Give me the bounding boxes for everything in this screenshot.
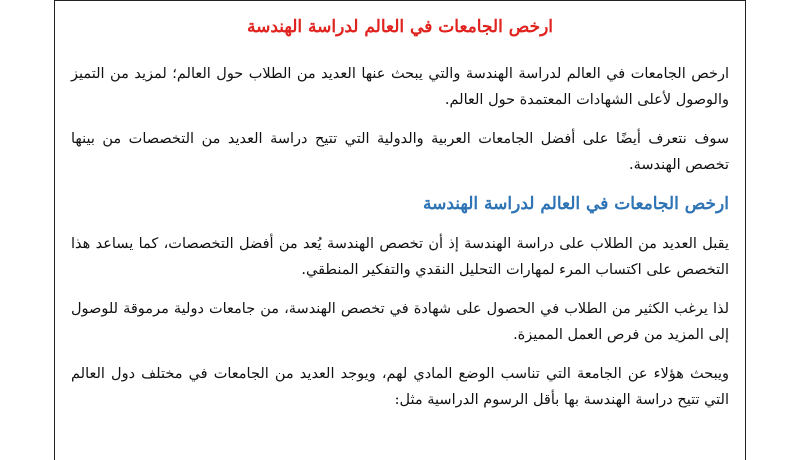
intro-paragraph-1: ارخص الجامعات في العالم لدراسة الهندسة والتي يبحث عنها العديد من الطلاب حول العالم؛ لمزيد من التميز والوصول لأعلى الشهادات المعتمدة حول العالم. bbox=[71, 66, 729, 108]
document-page bbox=[54, 0, 746, 460]
body-paragraph-3: ويبحث هؤلاء عن الجامعة التي تناسب الوضع المادي لهم، ويوجد العديد من الجامعات في مختلف دول العالم التي تتيح دراسة الهندسة بها بأقل الرسوم الدراسية مثل: bbox=[71, 366, 729, 408]
article-title: ارخص الجامعات في العالم لدراسة الهندسة bbox=[246, 17, 554, 37]
section-heading: ارخص الجامعات في العالم لدراسة الهندسة bbox=[422, 194, 729, 214]
article bbox=[55, 1, 745, 413]
body-paragraph-2: لذا يرغب الكثير من الطلاب في الحصول على شهادة في تخصص الهندسة، من جامعات دولية مرموقة للوصول إلى المزيد من فرص العمل المميزة. bbox=[71, 301, 729, 343]
body-paragraph-1: يقبل العديد من الطلاب على دراسة الهندسة إذ أن تخصص الهندسة يُعد من أفضل التخصصات، كما يساعد هذا التخصص على اكتساب المرء لمهارات التحليل النقدي والتفكير المنطقي. bbox=[71, 236, 729, 278]
intro-paragraph-2: سوف نتعرف أيضًا على أفضل الجامعات العربية والدولية التي تتيح دراسة العديد من التخصصات من بينها تخصص الهندسة. bbox=[71, 131, 729, 173]
